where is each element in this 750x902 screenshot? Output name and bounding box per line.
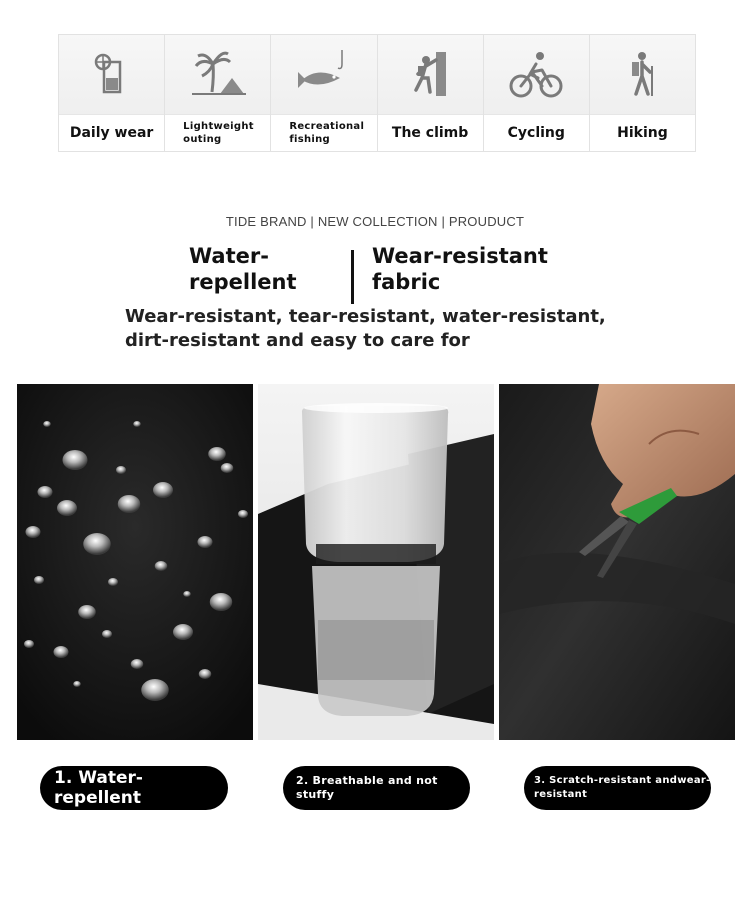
drink-glass-icon: [82, 48, 142, 102]
feature-wear-resistant: Wear-resistant fabric: [372, 244, 548, 294]
water-droplet: [173, 624, 193, 640]
water-droplet: [24, 640, 34, 648]
climber-icon: [400, 48, 460, 102]
activity-lightweight-outing: [165, 35, 271, 151]
water-droplet: [78, 605, 96, 619]
water-droplet: [63, 450, 88, 470]
water-droplet: [26, 526, 41, 538]
activity-strip: [58, 34, 696, 152]
water-droplet: [198, 536, 213, 548]
water-droplet: [73, 681, 81, 687]
water-droplet: [199, 669, 212, 679]
feature-water-repellent: Water-repellent: [189, 244, 297, 294]
water-droplet: [57, 500, 77, 516]
photo-water-droplets: [17, 384, 253, 740]
activity-label: Cycling: [507, 125, 565, 141]
activity-label: Daily wear: [69, 125, 154, 141]
activity-daily-wear: [59, 35, 165, 151]
feature-divider: [351, 250, 354, 304]
activity-hiking: [590, 35, 695, 151]
water-droplet: [83, 533, 111, 555]
hiker-icon: [612, 48, 672, 102]
palm-tree-icon: [188, 48, 248, 102]
water-droplet: [118, 495, 141, 513]
water-droplet: [108, 578, 118, 586]
caption-scratch-resistant: 3. Scratch-resistant andwear-resistant: [524, 766, 711, 810]
water-droplet: [155, 561, 168, 571]
activity-label: Lightweight outing: [183, 121, 254, 145]
water-droplet: [34, 576, 44, 584]
water-droplet: [133, 421, 141, 427]
fish-hook-icon: [294, 48, 354, 102]
water-droplet: [54, 646, 69, 658]
activity-label: The climb: [391, 125, 469, 141]
caption-breathable: 2. Breathable and not stuffy: [283, 766, 470, 810]
water-droplet: [221, 463, 234, 473]
water-droplet: [210, 593, 233, 611]
caption-water-repellent: 1. Water-repellent: [40, 766, 228, 810]
water-droplet: [238, 510, 248, 518]
water-droplet: [208, 447, 226, 461]
cyclist-icon: [506, 48, 566, 102]
activity-recreational-fishing: [271, 35, 377, 151]
activity-the-climb: [378, 35, 484, 151]
activity-label: Hiking: [617, 125, 668, 141]
water-droplet: [102, 630, 112, 638]
photo-glass-water: [258, 384, 494, 740]
water-droplet: [183, 591, 191, 597]
activity-cycling: [484, 35, 590, 151]
water-droplet: [38, 486, 53, 498]
water-droplet: [131, 659, 144, 669]
activity-label: Recreational fishing: [289, 121, 365, 145]
water-droplet: [141, 679, 169, 701]
feature-description: Wear-resistant, tear-resistant, water-resistant, dirt-resistant and easy to care for: [125, 306, 606, 351]
photo-scissors-fabric: [499, 384, 735, 740]
water-droplet: [116, 466, 126, 474]
water-droplet: [43, 421, 51, 427]
brand-line: TIDE BRAND | NEW COLLECTION | PROUDUCT: [225, 214, 525, 229]
water-droplet: [153, 482, 173, 498]
